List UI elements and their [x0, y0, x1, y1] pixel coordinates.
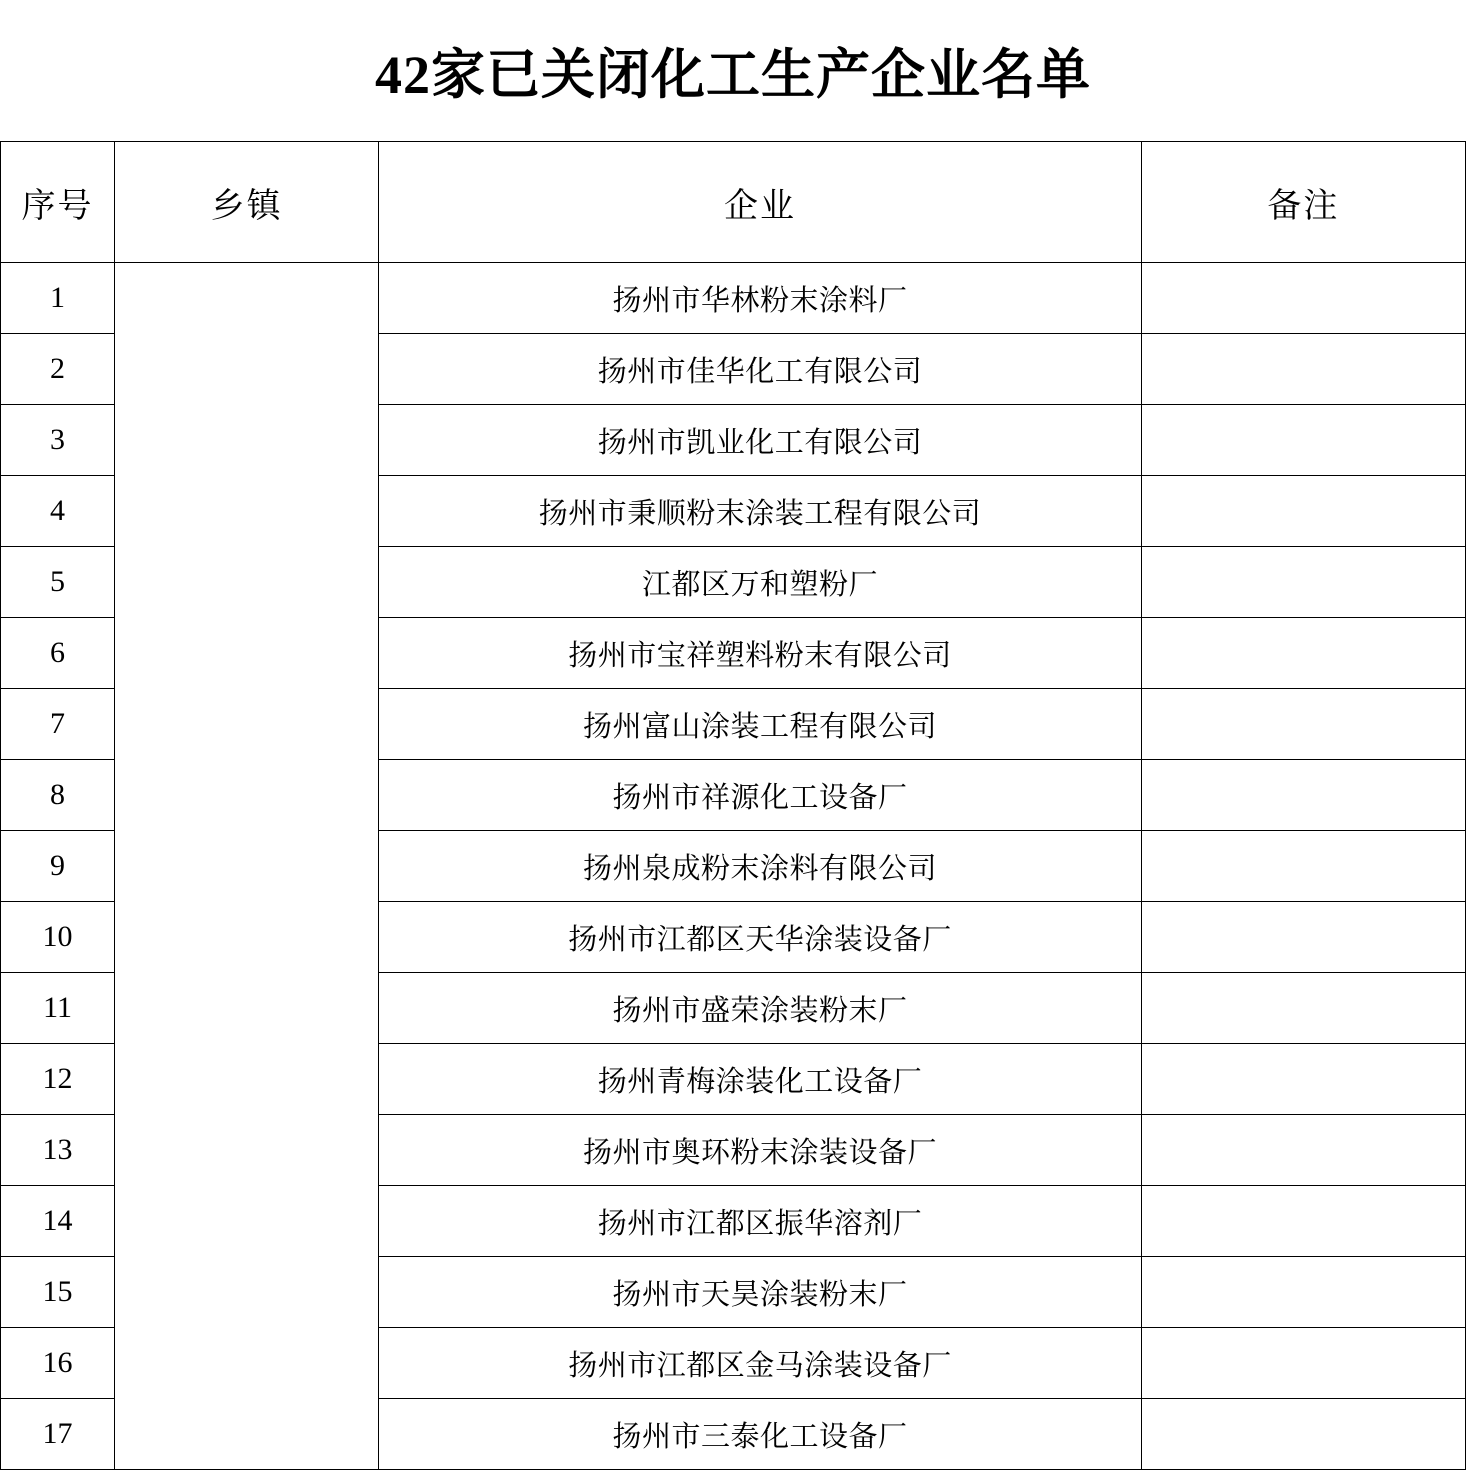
- cell-enterprise: 扬州市江都区天华涂装设备厂: [379, 902, 1142, 973]
- cell-enterprise: 扬州市佳华化工有限公司: [379, 334, 1142, 405]
- column-header-town: 乡镇: [115, 142, 379, 263]
- page-title: 42家已关闭化工生产企业名单: [375, 45, 1091, 105]
- cell-seq: 8: [1, 760, 115, 831]
- cell-enterprise: 扬州市华林粉末涂料厂: [379, 263, 1142, 334]
- cell-note: [1141, 760, 1465, 831]
- cell-note: [1141, 902, 1465, 973]
- cell-enterprise: 扬州青梅涂装化工设备厂: [379, 1044, 1142, 1115]
- cell-note: [1141, 476, 1465, 547]
- cell-note: [1141, 973, 1465, 1044]
- table-header: [1, 142, 1466, 263]
- cell-seq: 16: [1, 1328, 115, 1399]
- cell-seq: 11: [1, 973, 115, 1044]
- cell-seq: 12: [1, 1044, 115, 1115]
- cell-town: [115, 263, 379, 1470]
- cell-note: [1141, 1399, 1465, 1470]
- cell-seq: 1: [1, 263, 115, 334]
- cell-note: [1141, 263, 1465, 334]
- cell-enterprise: 扬州市祥源化工设备厂: [379, 760, 1142, 831]
- cell-enterprise: 扬州富山涂装工程有限公司: [379, 689, 1142, 760]
- cell-seq: 17: [1, 1399, 115, 1470]
- cell-seq: 7: [1, 689, 115, 760]
- cell-seq: 4: [1, 476, 115, 547]
- cell-enterprise: 扬州市江都区振华溶剂厂: [379, 1186, 1142, 1257]
- cell-note: [1141, 334, 1465, 405]
- closed-enterprises-table: [0, 141, 1466, 1470]
- cell-seq: 13: [1, 1115, 115, 1186]
- cell-enterprise: 扬州市盛荣涂装粉末厂: [379, 973, 1142, 1044]
- cell-enterprise: 扬州市天昊涂装粉末厂: [379, 1257, 1142, 1328]
- table-header-row: [1, 142, 1466, 263]
- cell-note: [1141, 405, 1465, 476]
- cell-seq: 6: [1, 618, 115, 689]
- cell-note: [1141, 1257, 1465, 1328]
- cell-note: [1141, 831, 1465, 902]
- cell-seq: 3: [1, 405, 115, 476]
- column-header-note: 备注: [1141, 142, 1465, 263]
- cell-note: [1141, 1115, 1465, 1186]
- cell-seq: 15: [1, 1257, 115, 1328]
- cell-enterprise: 江都区万和塑粉厂: [379, 547, 1142, 618]
- cell-seq: 5: [1, 547, 115, 618]
- cell-seq: 14: [1, 1186, 115, 1257]
- cell-enterprise: 扬州泉成粉末涂料有限公司: [379, 831, 1142, 902]
- cell-seq: 2: [1, 334, 115, 405]
- cell-enterprise: 扬州市凯业化工有限公司: [379, 405, 1142, 476]
- cell-note: [1141, 689, 1465, 760]
- cell-enterprise: 扬州市奥环粉末涂装设备厂: [379, 1115, 1142, 1186]
- cell-enterprise: 扬州市江都区金马涂装设备厂: [379, 1328, 1142, 1399]
- table-row: [1, 263, 1466, 334]
- cell-seq: 9: [1, 831, 115, 902]
- column-header-enterprise: 企业: [379, 142, 1142, 263]
- cell-enterprise: 扬州市秉顺粉末涂装工程有限公司: [379, 476, 1142, 547]
- cell-note: [1141, 1328, 1465, 1399]
- column-header-seq: 序号: [1, 142, 115, 263]
- cell-enterprise: 扬州市宝祥塑料粉末有限公司: [379, 618, 1142, 689]
- cell-note: [1141, 1044, 1465, 1115]
- table-body: [1, 263, 1466, 1470]
- cell-note: [1141, 547, 1465, 618]
- cell-seq: 10: [1, 902, 115, 973]
- cell-note: [1141, 618, 1465, 689]
- cell-note: [1141, 1186, 1465, 1257]
- cell-enterprise: 扬州市三泰化工设备厂: [379, 1399, 1142, 1470]
